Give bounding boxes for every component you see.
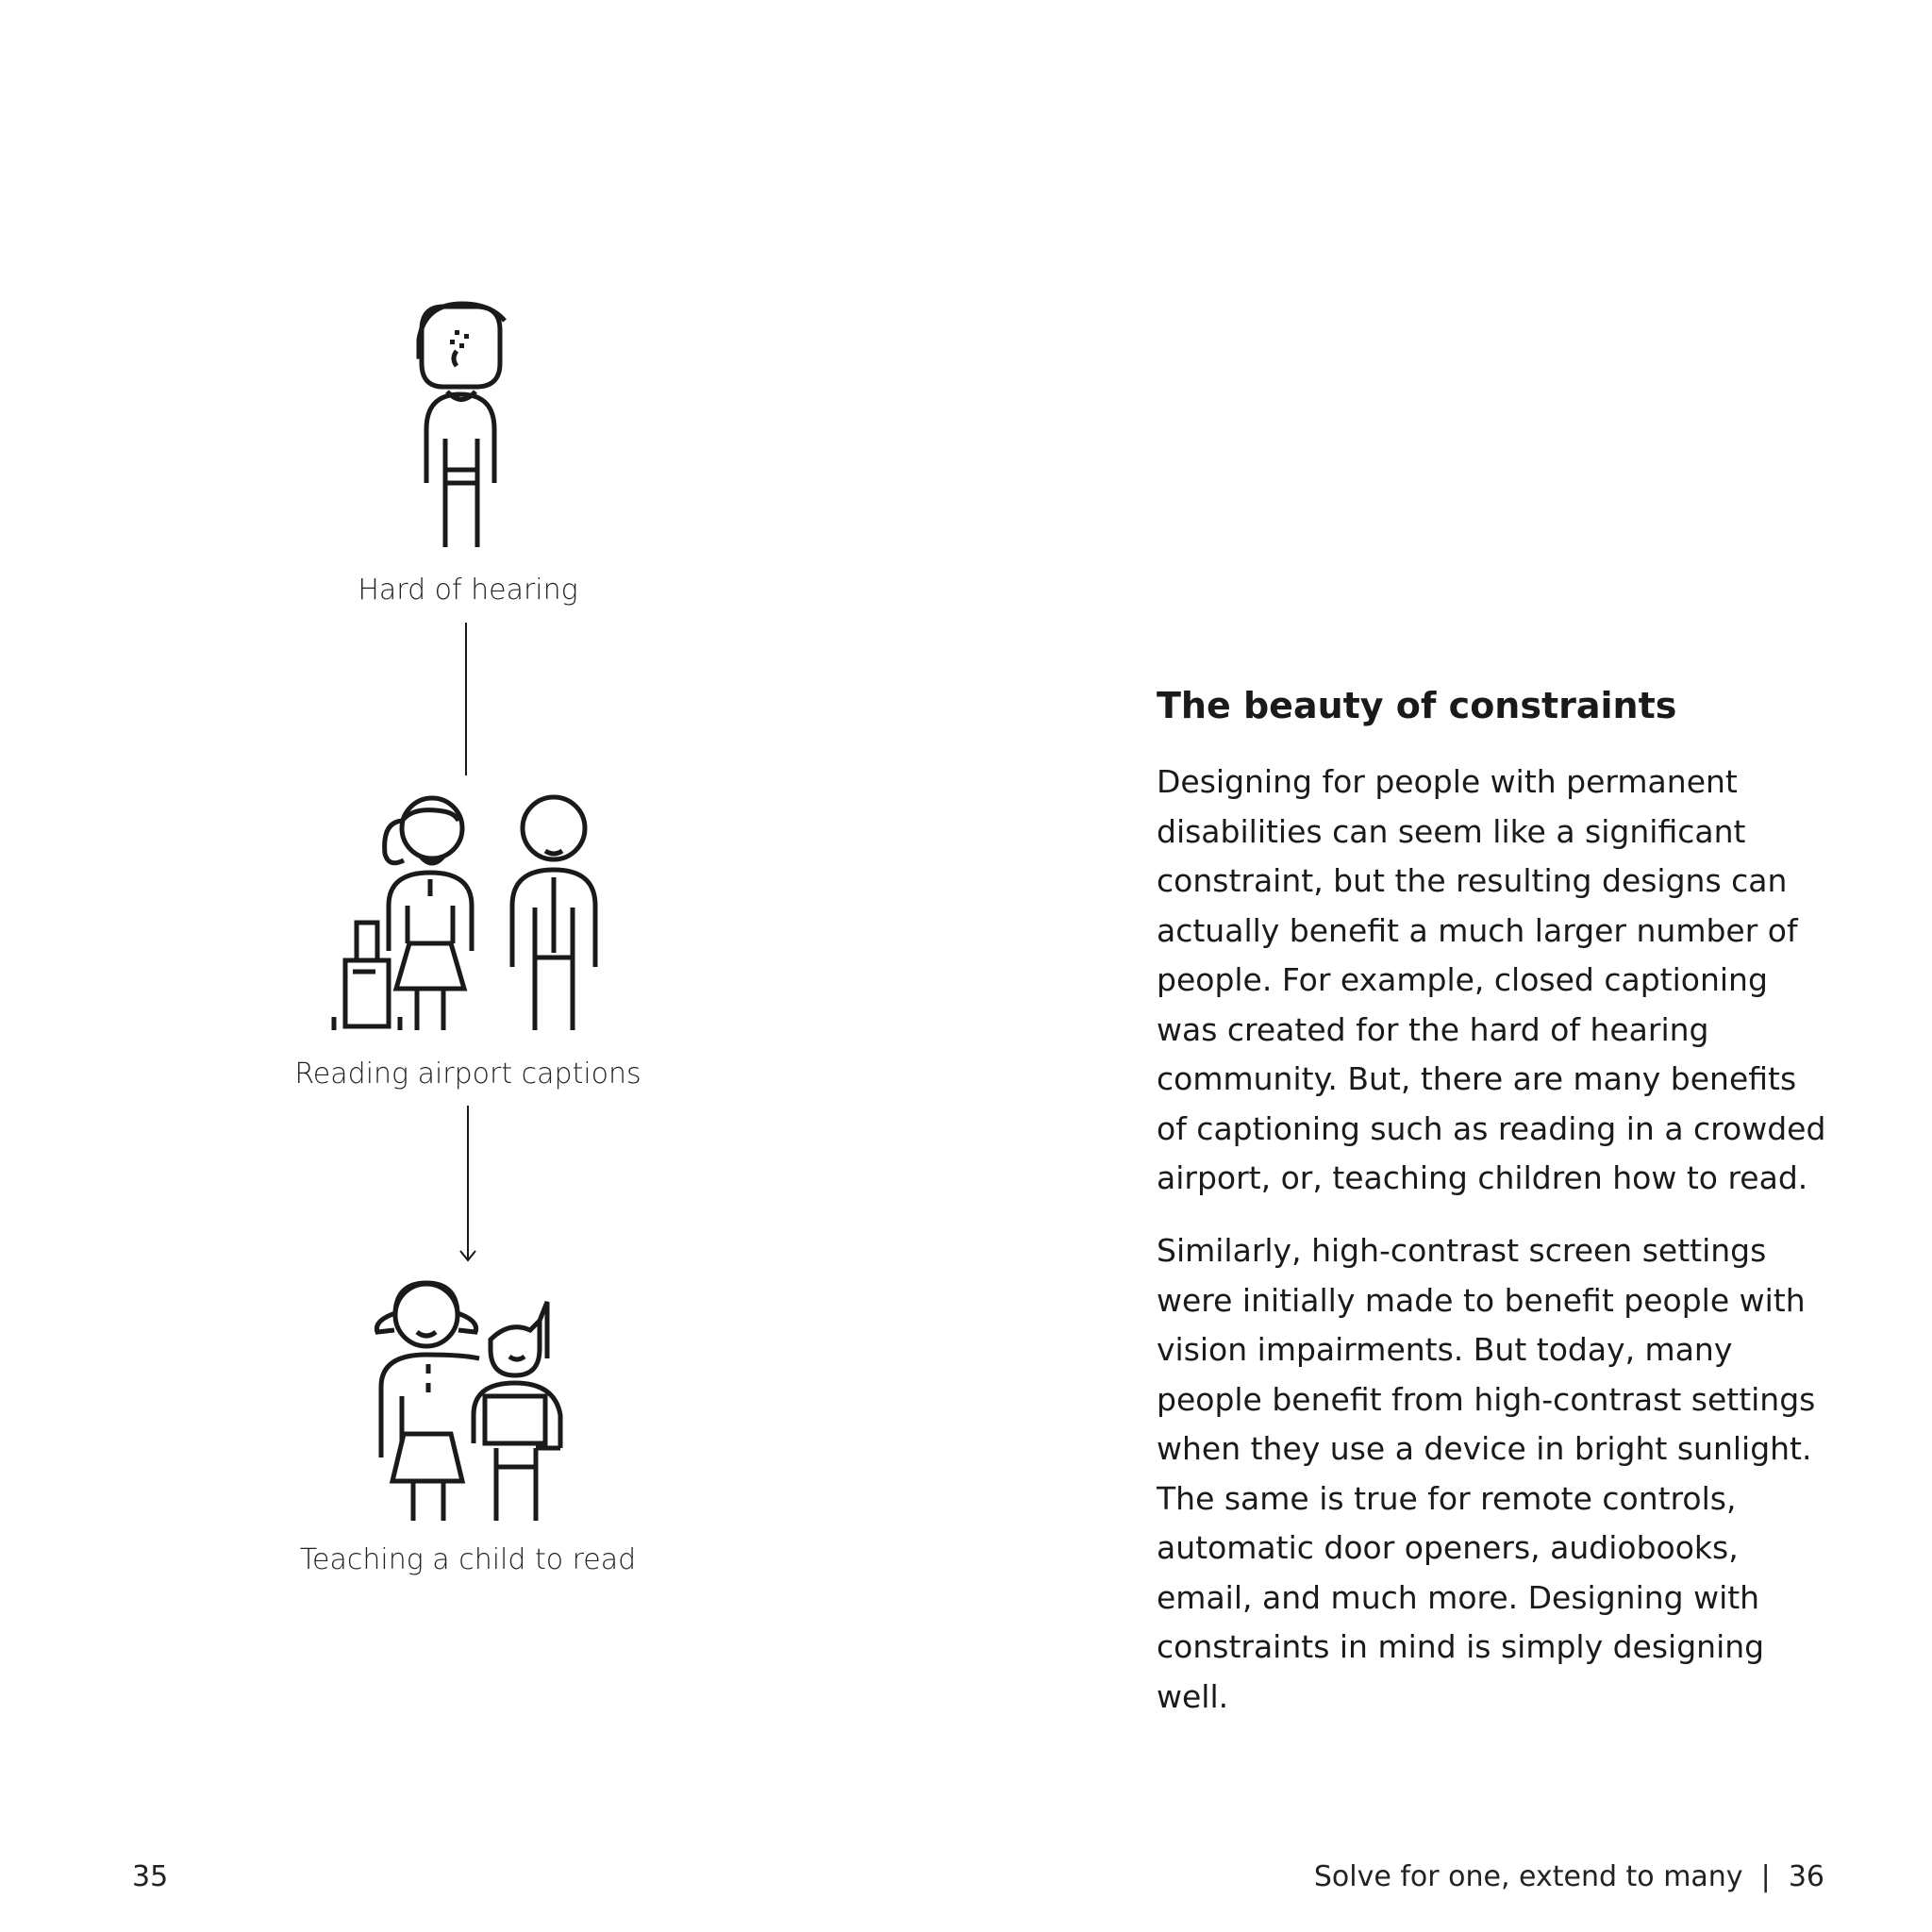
label-teaching-child: Teaching a child to read (299, 1543, 637, 1576)
teaching-child-figure (376, 1283, 560, 1521)
label-hard-of-hearing: Hard of hearing (358, 574, 578, 607)
section-heading: The beauty of constraints (1157, 685, 1677, 726)
page-number-left: 35 (132, 1860, 169, 1893)
airport-travellers-figure (334, 797, 595, 1030)
footer-title-page-number: Solve for one, extend to many | 36 (1313, 1860, 1824, 1893)
hearing-aid-icon (450, 330, 469, 366)
paragraph-2: Similarly, high-contrast screen settings were initially made to benefit people with vision impairments. But today, many people benefit from high-contrast settings when they use a device in bright sunlight. The same is true for remote controls, automatic door openers, audiobooks, email, and much more. Designing with constraints in mind is simply designing well. (1157, 1232, 1816, 1715)
tablet-icon (485, 1396, 545, 1443)
illustration-column (0, 0, 943, 1651)
connector-arrow (460, 1106, 475, 1260)
label-reading-airport-captions: Reading airport captions (294, 1058, 641, 1091)
paragraph-1: Designing for people with permanent disabilities can seem like a significant constraint, but the resulting designs can actually benefit a much larger number of people. For example, closed captioning was created for the hard of hearing community. But, there are many benefits of captioning such as reading in a crowded airport, or, teaching children how to read. (1157, 763, 1826, 1196)
hard-of-hearing-figure (419, 304, 505, 547)
